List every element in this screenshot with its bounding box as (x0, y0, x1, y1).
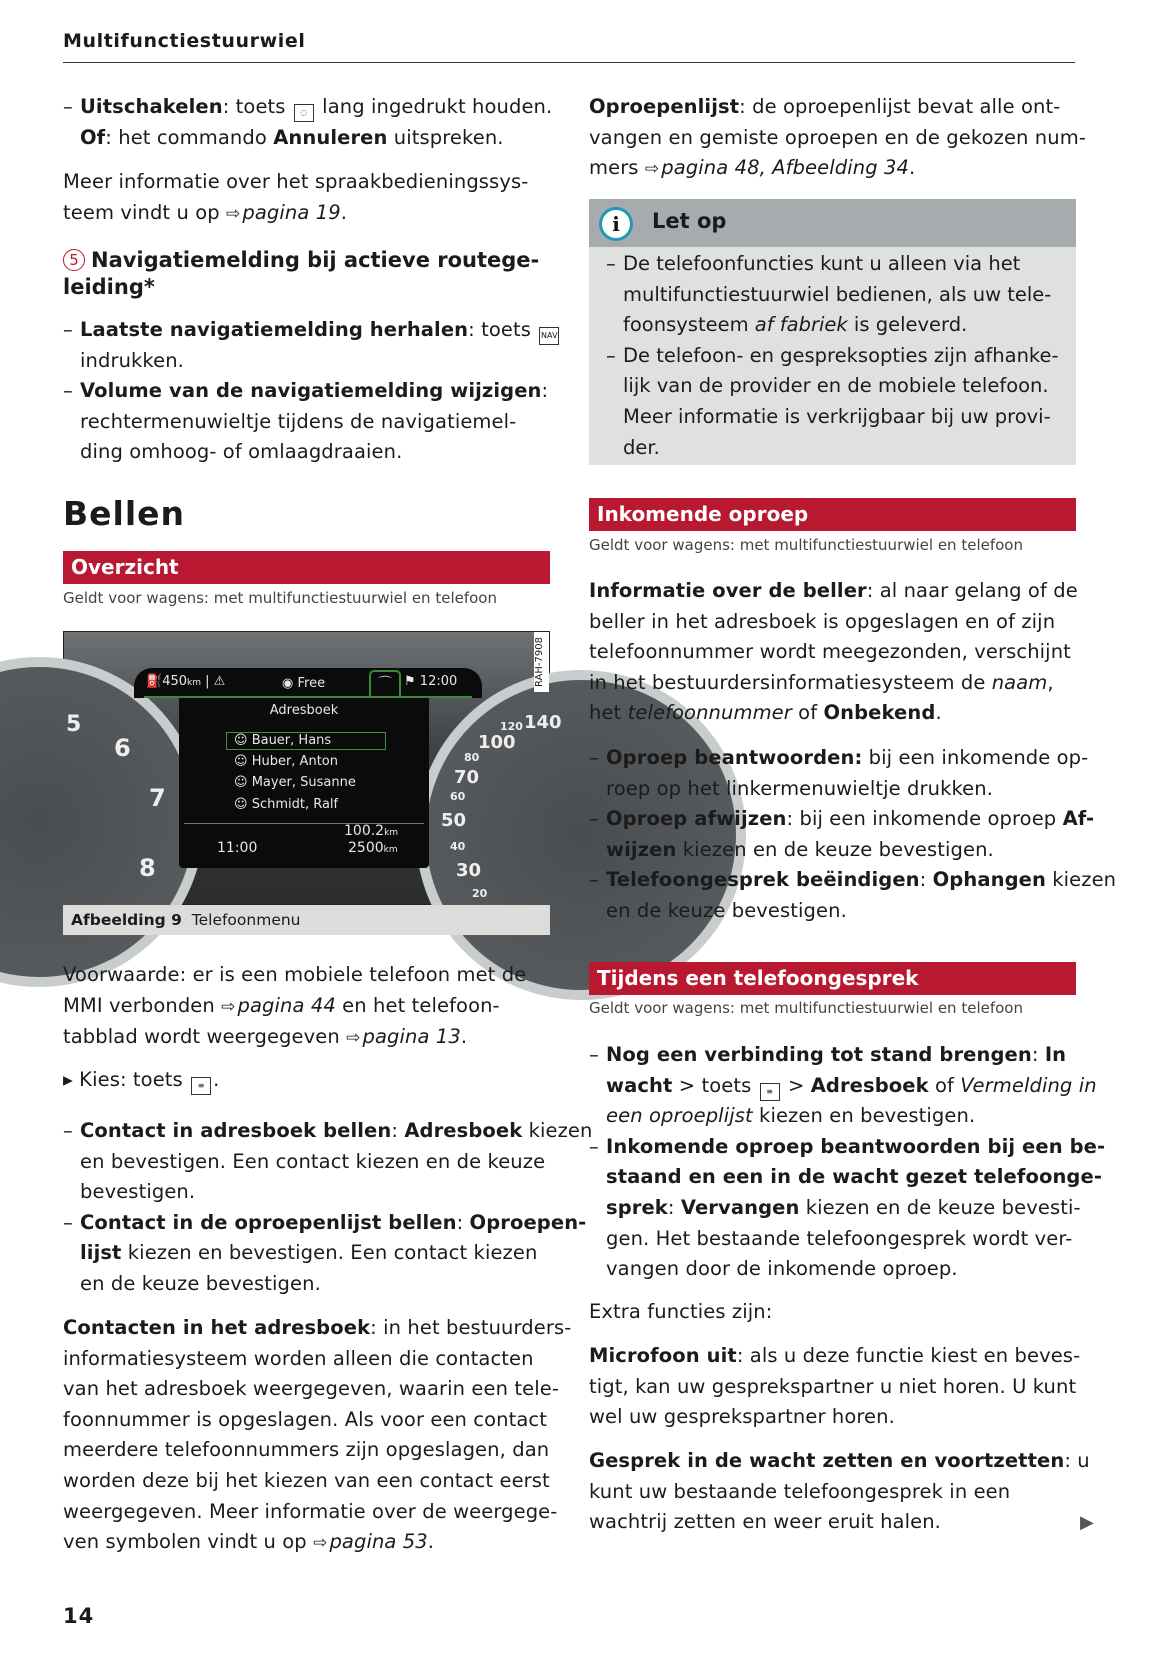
text-run: kunt uw bestaande telefoongesprek in een (589, 1479, 1011, 1503)
voice-info-paragraph (63, 167, 550, 229)
text-run: het (589, 701, 628, 725)
text-run: en de keuze bevestigen. (606, 898, 847, 922)
during-call-bar: Tijdens een telefoongesprek (589, 962, 1076, 995)
note-title: Let op (652, 209, 727, 233)
text-run: Oproep beantwoorden: (606, 746, 863, 769)
running-header: Multifunctiestuurwiel (63, 30, 306, 52)
instruction-step (63, 1065, 550, 1096)
contact-row[interactable]: ☺ Mayer, Susanne (234, 775, 356, 790)
speed-label: 120 (500, 720, 523, 733)
caption-text: Telefoonmenu (191, 911, 301, 929)
text-run: Oproepenlijst (589, 95, 740, 118)
text-run: pagina 44 (237, 993, 336, 1017)
text-run: Informatie over de beller (589, 579, 867, 602)
text-run: Voorwaarde: er is een mobiele telefoon met de (63, 963, 527, 986)
text-run: Laatste navigatiemelding herhalen (80, 318, 469, 341)
text-run: Uitschakelen (80, 95, 223, 118)
text-run: Oproepen- (469, 1210, 587, 1234)
text-run: : (391, 1119, 405, 1142)
text-run: kiezen (522, 1119, 593, 1142)
speed-label: 50 (441, 810, 467, 831)
text-run: uitspreken. (387, 125, 504, 149)
odometer-value: 2500 (348, 840, 384, 856)
text-run: Meer informatie is verkrijgbaar bij uw provi- (623, 404, 1051, 428)
driver-info-display (179, 698, 429, 868)
text-run: : (667, 1195, 681, 1219)
text-run: is geleverd. (847, 313, 968, 337)
text-run: > (781, 1073, 811, 1097)
voice-button-icon: ◌ (294, 104, 314, 122)
text-run: De telefoonfuncties kunt u alleen via het (623, 252, 1021, 275)
next-page-arrow-icon: ▶ (1080, 1512, 1094, 1533)
text-run: ▸ Kies: toets (63, 1068, 190, 1091)
text-run: Vervangen (680, 1195, 800, 1219)
contact-row[interactable]: ☺ Bauer, Hans (234, 733, 332, 748)
extra-functions-label (589, 1297, 1076, 1328)
contact-name: Schmidt, Ralf (251, 797, 339, 812)
speed-label: 30 (456, 860, 482, 881)
dashboard-figure (63, 631, 562, 905)
text-run: Af- (1062, 807, 1095, 831)
text-run: : de oproepenlijst bevat alle ont- (739, 95, 1061, 118)
prerequisite-paragraph (63, 960, 550, 1054)
text-run: Onbekend (823, 701, 936, 725)
figure-code: RAH-7908 (534, 632, 549, 692)
text-run: Vermelding in (960, 1073, 1097, 1097)
text-run: kiezen en de keuze bevestigen. (676, 837, 994, 861)
text-run: : toets (468, 318, 538, 341)
contact-name: Mayer, Susanne (251, 775, 356, 790)
text-run: Annuleren (273, 125, 388, 149)
list-item (589, 1132, 1106, 1285)
text-run: kiezen (1045, 868, 1117, 892)
list-item (589, 1040, 1097, 1132)
text-run: weergegeven. Meer informatie over de weergege- (63, 1499, 558, 1523)
applies-note: Geldt voor wagens: met multifunctiestuurwiel en telefoon (589, 536, 1023, 554)
note-body (606, 249, 1059, 463)
during-list (589, 1040, 1106, 1285)
call-list-paragraph (589, 92, 1086, 185)
speed-label: 100 (478, 732, 516, 753)
text-run: Contact in de oproepenlijst bellen (80, 1210, 457, 1234)
text-run: lang ingedrukt houden. (315, 95, 553, 118)
arrow-right-icon: ⇨ (226, 203, 241, 224)
text-run: : u (1064, 1449, 1090, 1472)
text-run: staand en een in de wacht gezet telefoonge- (606, 1165, 1103, 1189)
list-item (589, 804, 1095, 865)
speed-label: 70 (454, 767, 480, 788)
incoming-call-bar: Inkomende oproep (589, 498, 1076, 531)
trip-value: 100.2 (344, 823, 385, 839)
text-run: In (1044, 1043, 1067, 1066)
contact-row[interactable]: ☺ Schmidt, Ralf (234, 797, 339, 812)
text-run: telefoonnummer (627, 701, 792, 725)
text-run: sprek (606, 1195, 668, 1219)
text-run: lijk van de provider en de mobiele telefoon. (623, 374, 1049, 398)
text-run: multifunctiestuurwiel bedienen, als uw tele- (623, 282, 1052, 306)
info-icon: i (599, 207, 633, 241)
text-run: . (935, 701, 942, 725)
range-unit: km (187, 678, 201, 688)
text-run: MMI verbonden (63, 993, 222, 1017)
caption-label: Afbeelding 9 (71, 911, 182, 929)
arrival-time: ⚑ 12:00 (404, 674, 458, 689)
text-run: foonsysteem (623, 313, 755, 337)
section-title: Bellen (63, 494, 186, 533)
text-run: : al naar gelang of de (866, 579, 1078, 602)
text-run: . (460, 1025, 468, 1049)
text-run: Extra functies zijn: (589, 1300, 773, 1323)
text-run: of (791, 701, 824, 725)
text-run: Microfoon uit (589, 1344, 737, 1367)
text-run: kiezen en bevestigen. (752, 1104, 976, 1128)
text-run: lijst (80, 1241, 122, 1265)
hold-paragraph (589, 1446, 1090, 1538)
menu-button-icon: ≡ (191, 1077, 211, 1095)
arrow-right-icon: ⇨ (644, 159, 660, 180)
text-run: rechtermenuwieltje tijdens de navigatiemel- (80, 409, 517, 433)
text-run: tigt, kan uw gesprekspartner u niet horen. U kunt (589, 1374, 1077, 1398)
text-run: : bij een inkomende oproep (786, 807, 1063, 831)
text-run: foonnummer is opgeslagen. Als voor een contact (63, 1407, 547, 1431)
applies-note: Geldt voor wagens: met multifunctiestuurwiel en telefoon (589, 999, 1023, 1017)
text-run: roep op het linkermenuwieltje drukken. (606, 776, 994, 800)
text-run: : als u deze functie kiest en beves- (736, 1344, 1081, 1367)
contact-row[interactable]: ☺ Huber, Anton (234, 754, 338, 769)
rpm-gauge (0, 657, 204, 987)
odometer-unit: km (383, 845, 398, 855)
text-run: naam (991, 670, 1048, 694)
list-item (589, 743, 1089, 804)
text-run: ven symbolen vindt u op (63, 1530, 314, 1554)
text-run: en het telefoon- (335, 993, 500, 1017)
text-run: teem vindt u op (63, 200, 227, 224)
arrival-time-value: 12:00 (419, 674, 458, 689)
trip-readout (344, 823, 398, 839)
text-run: wacht (606, 1073, 673, 1097)
arrow-right-icon: ⇨ (346, 1028, 361, 1049)
phone-tab-icon: ⌒ (369, 670, 401, 696)
text-run: en bevestigen. Een contact kiezen en de keuze (80, 1149, 546, 1173)
speed-label: 60 (450, 790, 466, 803)
speed-label: 80 (464, 751, 480, 764)
text-run: der. (623, 435, 660, 459)
rpm-label: 6 (114, 734, 131, 762)
page-number: 14 (63, 1604, 95, 1628)
text-run: tabblad wordt weergegeven (63, 1025, 347, 1049)
text-run: pagina 19 (242, 200, 341, 224)
text-run: mers (589, 156, 645, 180)
odometer-readout (348, 840, 398, 856)
text-run: Contacten in het adresboek (63, 1316, 371, 1339)
rpm-label: 7 (149, 784, 166, 812)
text-run: Contact in adresboek bellen (80, 1119, 392, 1142)
nav-list (63, 315, 558, 468)
text-run: , (1047, 670, 1054, 694)
text-run: bevestigen. (80, 1180, 196, 1204)
list-item (63, 376, 550, 468)
text-run: pagina 48, Afbeelding 34 (661, 156, 910, 180)
text-run: beller in het adresboek is opgeslagen en of zijn (589, 609, 1056, 633)
list-item (63, 1208, 587, 1300)
list-item (63, 1116, 593, 1208)
rpm-label: 8 (139, 854, 156, 882)
menu-title: Adresboek (269, 703, 339, 718)
note-item (606, 341, 1059, 463)
text-run: : (919, 868, 933, 892)
text-run: Gesprek in de wacht zetten en voortzetten (589, 1449, 1065, 1472)
menu-button-icon: ≡ (760, 1083, 780, 1101)
text-run: indrukken. (80, 348, 184, 372)
text-run: Adresboek (404, 1119, 523, 1142)
figure-caption (63, 905, 550, 935)
text-run: : in het bestuurders- (370, 1316, 572, 1339)
text-run: Adresboek (810, 1073, 929, 1097)
text-run: . (427, 1530, 435, 1554)
radio-station: ◉ Free (282, 676, 326, 691)
range-value: 450 (162, 674, 188, 689)
text-run: Inkomende oproep beantwoorden bij een be- (606, 1134, 1106, 1158)
text-run: : het commando (105, 125, 274, 149)
text-run: pagina 13 (362, 1025, 461, 1049)
text-run: Ophangen (932, 868, 1046, 892)
text-run: . (340, 200, 348, 224)
clock: 11:00 (217, 840, 258, 856)
text-run: meerdere telefoonnummers zijn opgeslagen, dan (63, 1438, 550, 1462)
text-run: van het adresboek weergegeven, waarin een tele- (63, 1377, 559, 1401)
text-run: af fabriek (754, 313, 848, 337)
text-run: informatiesysteem worden alleen die contacten (63, 1346, 534, 1370)
note-item (606, 249, 1059, 341)
text-run: wachtrij zetten en weer eruit halen. (589, 1510, 941, 1534)
station-name: Free (297, 676, 326, 691)
callout-number: 5 (63, 249, 85, 271)
speed-label: 140 (524, 712, 562, 733)
contacts-paragraph (63, 1313, 572, 1559)
text-run: vangen en gemiste oproepen en de gekozen num- (589, 125, 1086, 149)
header-rule (63, 62, 1075, 63)
incoming-list (589, 743, 1117, 927)
text-run: wel uw gesprekspartner horen. (589, 1405, 895, 1429)
text-run: Meer informatie over het spraakbedieningssys- (63, 170, 529, 193)
text-run: bij een inkomende op- (862, 746, 1089, 769)
speed-label: 40 (450, 840, 466, 853)
note-header (589, 199, 1076, 247)
contact-name: Bauer, Hans (251, 733, 332, 748)
uitschakelen-item (63, 92, 567, 153)
text-run: . (909, 156, 916, 180)
text-run: : (1031, 1043, 1045, 1066)
text-run: een oproeplijst (606, 1104, 753, 1128)
text-run: kiezen en de keuze bevesti- (799, 1195, 1081, 1219)
microphone-paragraph (589, 1341, 1081, 1433)
text-run: Oproep afwijzen (606, 807, 787, 831)
text-run: en de keuze bevestigen. (80, 1271, 321, 1295)
arrow-right-icon: ⇨ (313, 1533, 328, 1554)
text-run: of (928, 1073, 961, 1097)
text-run: > toets (672, 1073, 758, 1097)
text-run: Of (80, 125, 106, 149)
text-run: pagina 53 (329, 1530, 428, 1554)
overview-bar: Overzicht (63, 551, 550, 584)
arrow-right-icon: ⇨ (221, 996, 236, 1017)
text-run: vangen door de inkomende oproep. (606, 1257, 958, 1281)
navigation-heading (63, 247, 539, 300)
text-run: Volume van de navigatiemelding wijzigen (80, 379, 542, 403)
heading-line: leiding* (63, 274, 155, 299)
text-run: . (213, 1068, 220, 1091)
note-box (589, 199, 1076, 465)
caller-info-paragraph (589, 576, 1076, 729)
trip-unit: km (384, 828, 399, 838)
text-run: : (456, 1210, 470, 1234)
text-run: Nog een verbinding tot stand brengen (606, 1043, 1032, 1066)
text-run: De telefoon- en gespreksopties zijn afhanke- (623, 343, 1059, 367)
text-run: gen. Het bestaande telefoongesprek wordt ver- (606, 1226, 1073, 1250)
rpm-label: 5 (66, 712, 82, 737)
text-run: : toets (222, 95, 292, 118)
text-run: kiezen en bevestigen. Een contact kiezen (121, 1241, 538, 1265)
contact-name: Huber, Anton (251, 754, 338, 769)
speed-label: 20 (472, 887, 488, 900)
call-list (63, 1116, 593, 1300)
nav-button-icon: NAV (539, 327, 559, 345)
text-run: worden deze bij het kiezen van een contact eerst (63, 1468, 550, 1492)
display-status-bar (134, 668, 482, 698)
text-run: ding omhoog- of omlaagdraaien. (80, 440, 403, 464)
applies-note: Geldt voor wagens: met multifunctiestuurwiel en telefoon (63, 589, 497, 607)
text-run: Telefoongesprek beëindigen (606, 868, 920, 892)
warning-icon: ⚠ (213, 674, 226, 689)
list-item (589, 865, 1117, 926)
range-readout: ⛽450km | ⚠ (146, 674, 226, 689)
text-run: : (541, 379, 549, 403)
text-run: in het bestuurdersinformatiesysteem de (589, 670, 992, 694)
text-run: telefoonnummer wordt meegezonden, verschijnt (589, 640, 1071, 664)
list-item (63, 315, 558, 376)
text-run: wijzen (606, 837, 677, 861)
heading-line: Navigatiemelding bij actieve routege- (91, 248, 540, 272)
